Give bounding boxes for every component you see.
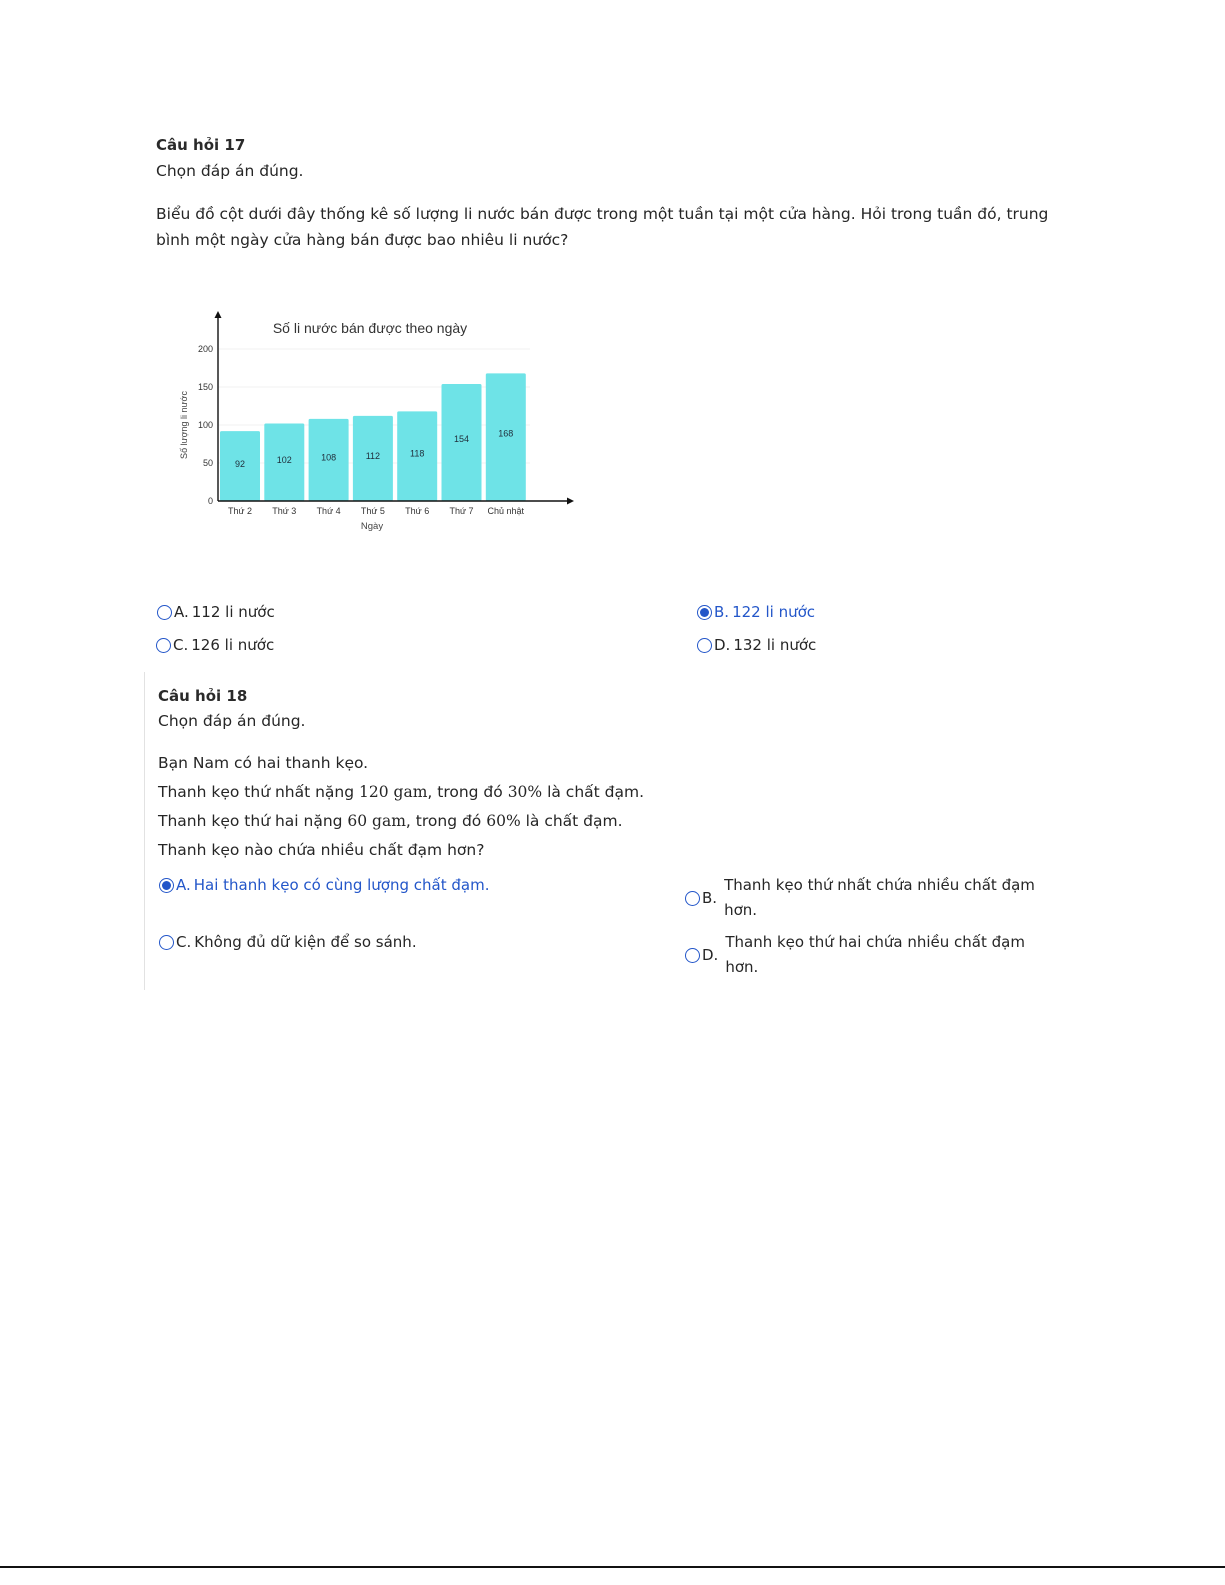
q17-option-a[interactable] <box>157 603 275 621</box>
radio-button[interactable] <box>159 935 174 950</box>
q18-line3-text-c: là chất đạm. <box>520 812 623 830</box>
q18-option-c[interactable] <box>159 933 417 951</box>
bar-value-label: 102 <box>276 454 292 465</box>
option-letter: B. <box>714 603 730 621</box>
x-tick-label: Thứ 5 <box>360 506 385 516</box>
option-label: Hai thanh kẹo có cùng lượng chất đạm. <box>193 876 490 894</box>
radio-button[interactable] <box>697 605 712 620</box>
bar-value-label: 112 <box>365 450 381 461</box>
q18-line3 <box>158 812 623 830</box>
q18-line2-text-a: Thanh kẹo thứ nhất nặng <box>158 783 360 801</box>
q17-title: Câu hỏi 17 <box>156 136 246 154</box>
radio-button[interactable] <box>156 638 171 653</box>
radio-button[interactable] <box>159 878 174 893</box>
radio-button[interactable] <box>685 948 700 963</box>
x-axis-arrow <box>567 498 574 505</box>
q18-title: Câu hỏi 18 <box>158 687 248 705</box>
option-label: Không đủ dữ kiện để so sánh. <box>194 933 417 951</box>
x-tick-label: Thứ 4 <box>316 506 341 516</box>
q18-line3-mass: 60 gam <box>347 812 406 830</box>
option-label: Thanh kẹo thứ hai chứa nhiều chất đạm hơn. <box>725 933 1025 976</box>
q18-line2-text-b: , trong đó <box>427 783 508 801</box>
q18-instruction: Chọn đáp án đúng. <box>158 712 306 730</box>
x-tick-label: Thứ 6 <box>405 506 430 516</box>
y-tick-label: 200 <box>197 344 213 354</box>
q18-line2-text-c: là chất đạm. <box>542 783 645 801</box>
option-letter: C. <box>173 636 189 654</box>
y-tick-label: 100 <box>197 420 213 430</box>
q18-option-b[interactable] <box>685 873 1044 923</box>
option-label: 132 li nước <box>733 636 817 654</box>
option-letter: D. <box>714 636 731 654</box>
x-tick-label: Thứ 2 <box>227 506 253 516</box>
q17-text-line2: bình một ngày cửa hàng bán được bao nhiêu li nước? <box>156 231 569 249</box>
bar-value-label: 92 <box>234 458 246 469</box>
q18-line2 <box>158 783 644 801</box>
q18-line2-percent: 30% <box>507 783 543 801</box>
q17-instruction: Chọn đáp án đúng. <box>156 162 304 180</box>
option-letter: A. <box>176 876 191 894</box>
bar-value-label: 154 <box>453 433 470 444</box>
q18-line3-text-b: , trong đó <box>405 812 487 830</box>
question-divider-line <box>144 672 145 990</box>
y-tick-label: 50 <box>202 458 213 468</box>
q18-line3-text-a: Thanh kẹo thứ hai nặng <box>158 812 348 830</box>
x-tick-label: Chủ nhật <box>487 506 525 516</box>
option-letter: C. <box>176 933 192 951</box>
q17-option-b[interactable] <box>697 603 815 621</box>
chart-y-axis-label: Số lượng li nước <box>179 391 189 459</box>
bar-value-label: 168 <box>498 428 514 439</box>
q18-line4: Thanh kẹo nào chứa nhiều chất đạm hơn? <box>158 841 485 859</box>
q17-option-c[interactable] <box>156 636 274 654</box>
bar-chart <box>170 305 590 545</box>
q18-option-a[interactable] <box>159 876 489 894</box>
y-tick-label: 0 <box>207 496 213 506</box>
option-letter: D. <box>702 946 719 964</box>
page-bottom-rule <box>0 1566 1225 1568</box>
y-axis-arrow <box>215 311 222 318</box>
option-label: Thanh kẹo thứ nhất chứa nhiều chất đạm hơn. <box>724 876 1035 919</box>
option-letter: A. <box>174 603 189 621</box>
radio-button[interactable] <box>697 638 712 653</box>
q17-text-line1: Biểu đồ cột dưới đây thống kê số lượng li nước bán được trong một tuần tại một cửa hàng. Hỏi trong tuần đó, trung <box>156 205 1049 223</box>
x-tick-label: Thứ 7 <box>449 506 474 516</box>
chart-title: Số li nước bán được theo ngày <box>272 320 468 336</box>
q18-line2-mass: 120 gam <box>359 783 428 801</box>
option-label: 126 li nước <box>191 636 275 654</box>
option-label: 112 li nước <box>191 603 275 621</box>
option-label: 122 li nước <box>732 603 816 621</box>
bar-value-label: 108 <box>321 452 337 463</box>
y-tick-label: 150 <box>197 382 213 392</box>
radio-button[interactable] <box>685 891 700 906</box>
radio-button[interactable] <box>157 605 172 620</box>
q17-option-d[interactable] <box>697 636 816 654</box>
bar-value-label: 118 <box>410 448 425 459</box>
q18-line3-percent: 60% <box>486 812 521 830</box>
q18-line1: Bạn Nam có hai thanh kẹo. <box>158 754 369 772</box>
q18-option-d[interactable] <box>685 930 1045 980</box>
chart-x-axis-label: Ngày <box>360 521 384 532</box>
x-tick-label: Thứ 3 <box>272 506 297 516</box>
option-letter: B. <box>702 889 718 907</box>
